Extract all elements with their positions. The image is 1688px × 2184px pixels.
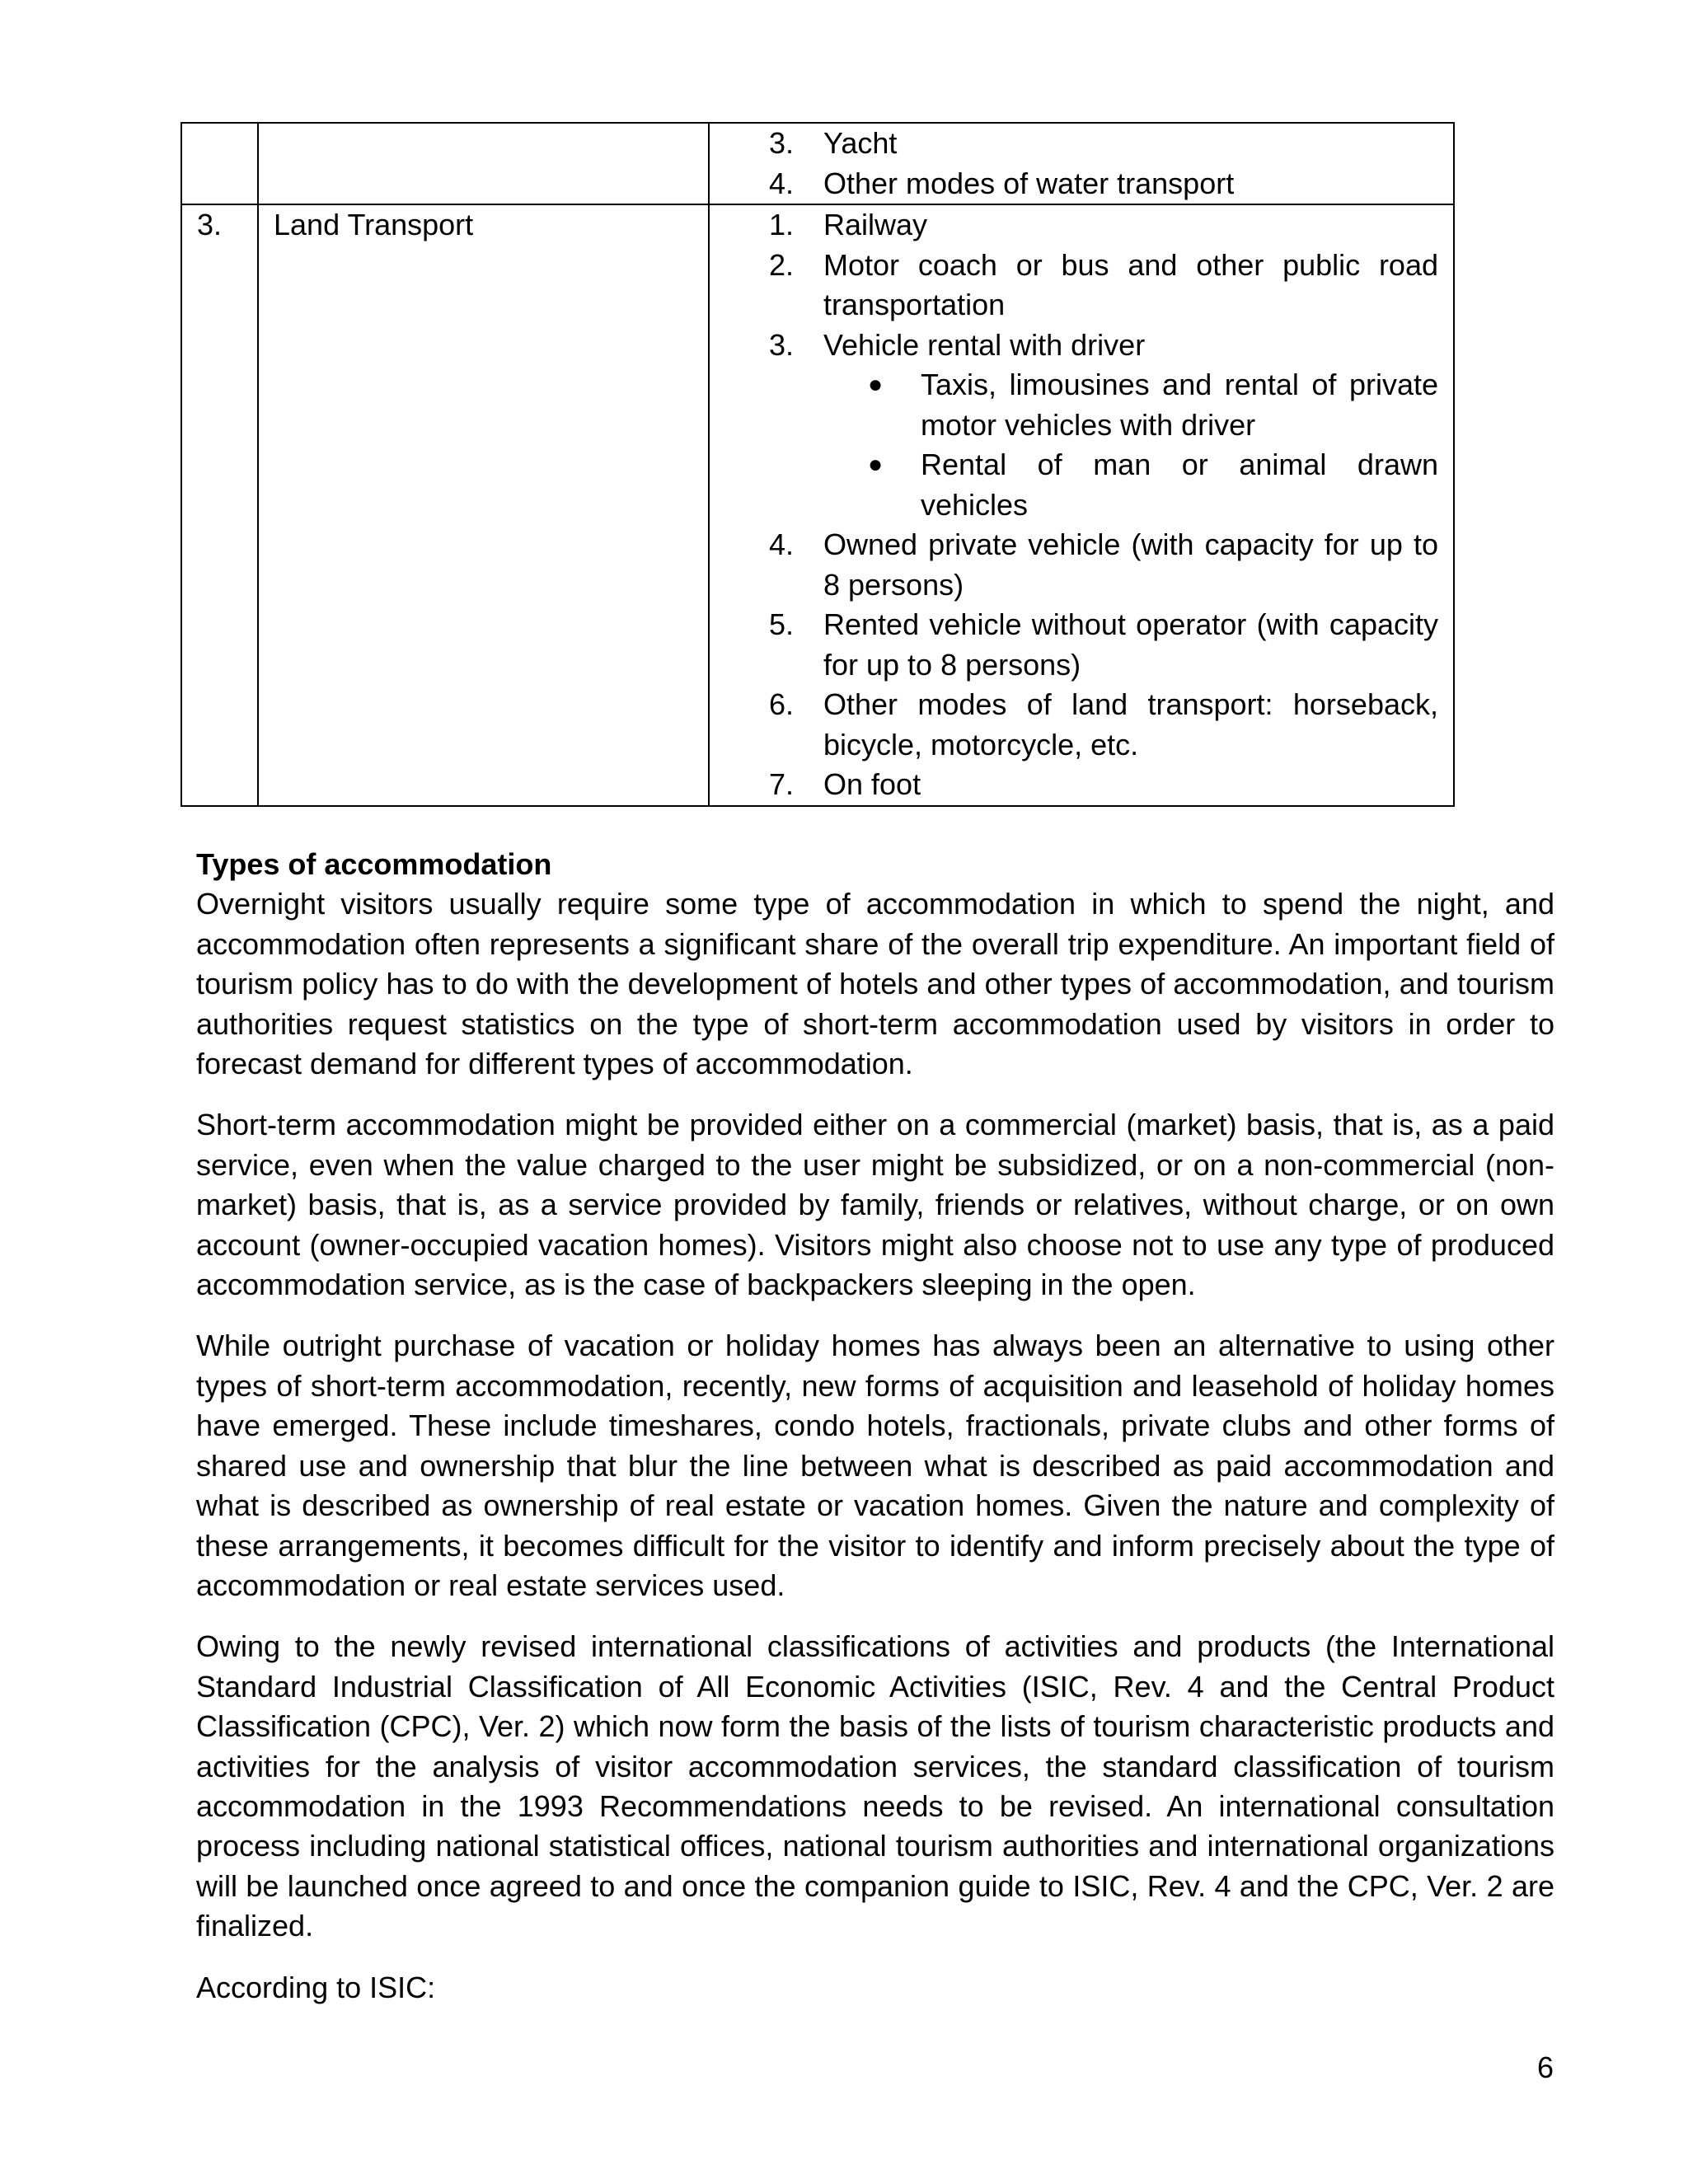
list-item-number: 5. <box>769 607 795 641</box>
list-item-number: 4. <box>769 166 795 200</box>
modes-list <box>710 205 1438 805</box>
page-number: 6 <box>1536 2050 1554 2084</box>
table-row <box>181 204 1454 806</box>
list-item-number: 1. <box>769 208 795 241</box>
sub-list-item-text: Taxis, limousines and rental of private motor vehicles with driver <box>921 368 1438 442</box>
paragraph: Short-term accommodation might be provided either on a commercial (market) basis, that is, as a paid service, even when the value charged to the user might be subsidized, or on a non-commercial (non-market) basis, that is, as a service provided by family, friends or relatives, without charge, or on own account (owner-occupied vacation homes). Visitors might also choose not to use any type of produced accommodation service, as is the case of backpackers sleeping in the open. <box>196 1108 1554 1302</box>
list-item-number: 6. <box>769 687 795 721</box>
list-item-number: 3. <box>769 126 795 160</box>
list-item <box>710 525 1438 605</box>
paragraph: Overnight visitors usually require some type of accommodation in which to spend the night, and accommodation often represents a significant share of the overall trip expenditure. An important field of tourism policy has to do with the development of hotels and other types of accommodation, and tourism authorities request statistics on the type of short-term accommodation used by visitors in order to forecast demand for different types of accommodation. <box>196 887 1554 1081</box>
sub-list-item <box>815 365 1438 445</box>
list-item-text: Railway <box>823 208 928 241</box>
sub-list-item-text: Rental of man or animal drawn vehicles <box>921 448 1438 522</box>
list-item <box>710 124 1438 164</box>
list-item-text: Other modes of land transport: horseback, bicycle, motorcycle, etc. <box>823 687 1438 762</box>
list-item-text: Rented vehicle without operator (with capacity for up to 8 persons) <box>823 607 1438 682</box>
transport-modes-table <box>181 122 1455 807</box>
row-category-cell <box>258 123 709 204</box>
list-item-number: 2. <box>769 247 795 282</box>
bullet-icon: ● <box>868 451 884 478</box>
list-item-number: 3. <box>769 327 795 362</box>
row-modes-cell <box>709 123 1454 204</box>
list-item <box>710 685 1438 765</box>
list-item <box>710 326 1438 526</box>
list-item <box>710 205 1438 246</box>
section-heading: Types of accommodation <box>196 847 552 881</box>
row-number-cell: 3. <box>181 204 258 806</box>
paragraph: According to ISIC: <box>196 1970 436 2004</box>
sub-list-item <box>815 445 1438 525</box>
row-number-cell <box>181 123 258 204</box>
section-content <box>196 845 1554 2029</box>
list-item <box>710 605 1438 685</box>
list-item-text: Vehicle rental with driver <box>823 327 1146 362</box>
paragraph: While outright purchase of vacation or holiday homes has always been an alternative to using other types of short-term accommodation, recently, new forms of acquisition and leasehold of holiday homes have emerged. These include timeshares, condo hotels, fractionals, private clubs and other forms of shared use and ownership that blur the line between what is described as paid accommodation and what is described as ownership of real estate or vacation homes. Given the nature and complexity of these arrangements, it becomes difficult for the visitor to identify and inform precisely about the type of accommodation or real estate services used. <box>196 1329 1554 1602</box>
bullet-icon: ● <box>868 371 884 398</box>
list-item-text: Other modes of water transport <box>823 166 1235 200</box>
list-item-text: Owned private vehicle (with capacity for up to 8 persons) <box>823 527 1438 602</box>
row-category-cell: Land Transport <box>258 204 709 806</box>
sub-list <box>823 365 1438 525</box>
list-item <box>710 164 1438 204</box>
list-item-text: Yacht <box>823 126 898 160</box>
row-modes-cell <box>709 204 1454 806</box>
table-row <box>181 123 1454 204</box>
list-item <box>710 246 1438 326</box>
list-item-number: 4. <box>769 527 795 561</box>
list-item-text: On foot <box>823 767 921 801</box>
list-item-number: 7. <box>769 767 795 801</box>
modes-list <box>710 124 1438 204</box>
list-item <box>710 765 1438 805</box>
paragraph: Owing to the newly revised international classifications of activities and products (the International Standard Industrial Classification of All Economic Activities (ISIC, Rev. 4 and the Central Product Classification (CPC), Ver. 2) which now form the basis of the lists of tourism characteristic products and activities for the analysis of visitor accommodation services, the standard classification of tourism accommodation in the 1993 Recommendations needs to be revised. An international consultation process including national statistical offices, national tourism authorities and international organizations will be launched once agreed to and once the companion guide to ISIC, Rev. 4 and the CPC, Ver. 2 are finalized. <box>196 1629 1554 1943</box>
list-item-text: Motor coach or bus and other public road transportation <box>823 247 1438 321</box>
